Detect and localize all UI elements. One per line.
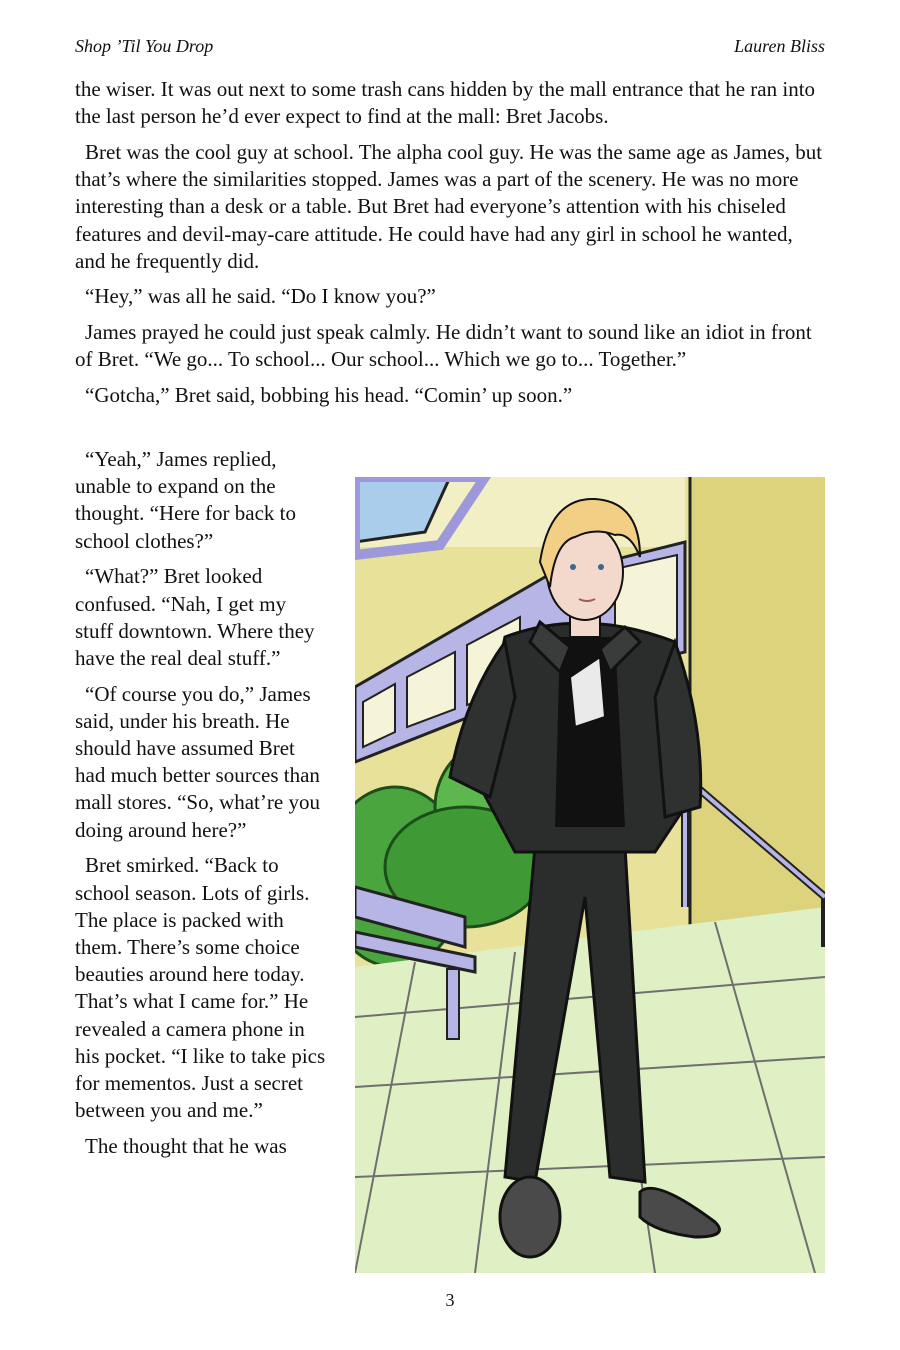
paragraph: Bret was the cool guy at school. The alpha cool guy. He was the same age as James, but that’s where the similarities stopped. James was a part of the scenery. He was no more interesting than a desk or a table. But Bret had everyone’s attention with his chiseled features and devil-may-care attitude. He could have had any girl in school he wanted, and he frequently did. <box>75 139 823 273</box>
left-eye <box>570 564 576 570</box>
body-text-column <box>75 446 327 1169</box>
running-header <box>75 36 825 60</box>
page-number: 3 <box>445 1290 455 1310</box>
author-name: Lauren Bliss <box>734 36 825 56</box>
right-eye <box>598 564 604 570</box>
body-text-full-width <box>75 76 825 418</box>
paragraph: “Hey,” was all he said. “Do I know you?” <box>85 284 436 309</box>
paragraph: the wiser. It was out next to some trash cans hidden by the mall entrance that he ran into the last person he’d ever expect to find at the mall: Bret Jacobs. <box>75 77 816 129</box>
book-title: Shop ’Til You Drop <box>75 36 214 56</box>
comic-illustration <box>355 477 825 1273</box>
illustration-art <box>355 477 825 1273</box>
paragraph: Bret smirked. “Back to school season. Lots of girls. The place is packed with them. There’s some choice beauties around here today. That’s what I came for.” He revealed a camera phone in his pocket. “I like to take pics for mementos. Just a secret between you and me.” <box>75 853 326 1123</box>
paragraph: The thought that he was <box>85 1133 287 1158</box>
left-shoe <box>500 1177 560 1257</box>
paragraph: “Of course you do,” James said, under his breath. He should have assumed Bret had much better sources than mall stores. “So, what’re you doing around here?” <box>75 681 320 842</box>
paragraph: “Gotcha,” Bret said, bobbing his head. “Comin’ up soon.” <box>85 383 573 408</box>
bench-leg <box>447 969 459 1039</box>
paragraph: James prayed he could just speak calmly. He didn’t want to sound like an idiot in front of Bret. “We go... To school... Our school... Which we go to... Together.” <box>75 320 812 372</box>
paragraph: “Yeah,” James replied, unable to expand on the thought. “Here for back to school clothes?” <box>75 447 297 553</box>
paragraph: “What?” Bret looked confused. “Nah, I get my stuff downtown. Where they have the real deal stuff.” <box>75 564 315 670</box>
